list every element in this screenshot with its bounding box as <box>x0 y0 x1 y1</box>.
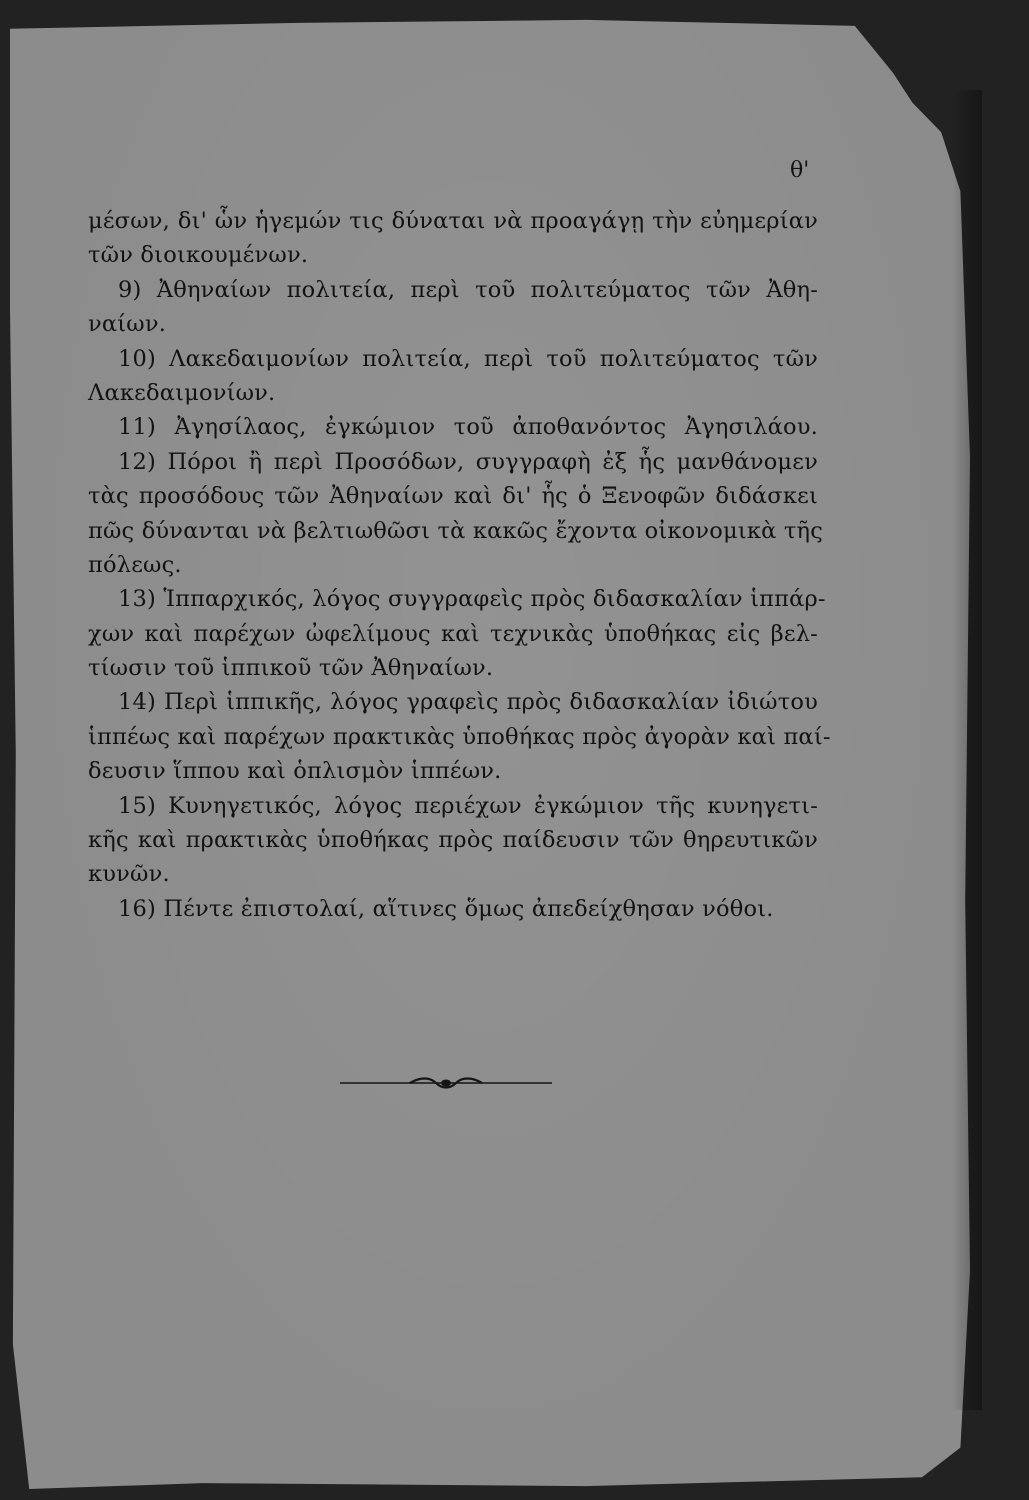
text-line: 12) Πόροι ἢ περὶ Προσόδων, συγγραφὴ ἐξ ἧς μανθάνομεν <box>118 448 818 475</box>
text-line: Λακεδαιμονίων. <box>88 379 276 406</box>
text-line: μέσων, δι' ὧν ἡγεμών τις δύναται νὰ προαγάγῃ τὴν εὐημερίαν <box>88 208 818 234</box>
ornament-divider <box>340 1072 552 1094</box>
text-line: 10) Λακεδαιμονίων πολιτεία, περὶ τοῦ πολιτεύματος τῶν <box>118 345 818 372</box>
text-line: 9) Ἀθηναίων πολιτεία, περὶ τοῦ πολιτεύματος τῶν Ἀθη- <box>118 276 818 303</box>
text-line: κυνῶν. <box>88 861 170 888</box>
page-text <box>88 204 831 926</box>
text-line: 11) Ἀγησίλαος, ἐγκώμιον τοῦ ἀποθανόντος Ἀγησιλάου. <box>118 414 818 441</box>
text-line: ἱππέως καὶ παρέχων πρακτικὰς ὑποθήκας πρὸς ἀγορὰν καὶ παί- <box>88 723 831 750</box>
text-line: τίωσιν τοῦ ἱππικοῦ τῶν Ἀθηναίων. <box>88 655 494 682</box>
text-line: τὰς προσόδους τῶν Ἀθηναίων καὶ δι' ἧς ὁ Ξενοφῶν διδάσκει <box>88 483 818 510</box>
text-line: 15) Κυνηγετικός, λόγος περιέχων ἐγκώμιον τῆς κυνηγετι- <box>118 792 818 819</box>
text-line: 16) Πέντε ἐπιστολαί, αἵτινες ὅμως ἀπεδείχθησαν νόθοι. <box>118 895 774 922</box>
text-line: 14) Περὶ ἱππικῆς, λόγος γραφεὶς πρὸς διδασκαλίαν ἰδιώτου <box>118 689 818 716</box>
text-line: δευσιν ἵππου καὶ ὁπλισμὸν ἱππέων. <box>88 758 502 785</box>
page-number: θ' <box>790 158 810 183</box>
text-line: πῶς δύνανται νὰ βελτιωθῶσι τὰ κακῶς ἔχοντα οἰκονομικὰ τῆς <box>88 517 823 544</box>
text-line: τῶν διοικουμένων. <box>88 242 309 269</box>
page-edge-shadow <box>952 90 982 1410</box>
text-line: ναίων. <box>88 311 167 338</box>
text-line: χων καὶ παρέχων ὠφελίμους καὶ τεχνικὰς ὑποθήκας εἰς βελ- <box>88 620 818 647</box>
text-line: πόλεως. <box>88 551 182 578</box>
text-line: 13) Ἱππαρχικός, λόγος συγγραφεὶς πρὸς διδασκαλίαν ἱππάρ- <box>118 586 826 613</box>
text-line: κῆς καὶ πρακτικὰς ὑποθήκας πρὸς παίδευσιν τῶν θηρευτικῶν <box>88 827 818 854</box>
